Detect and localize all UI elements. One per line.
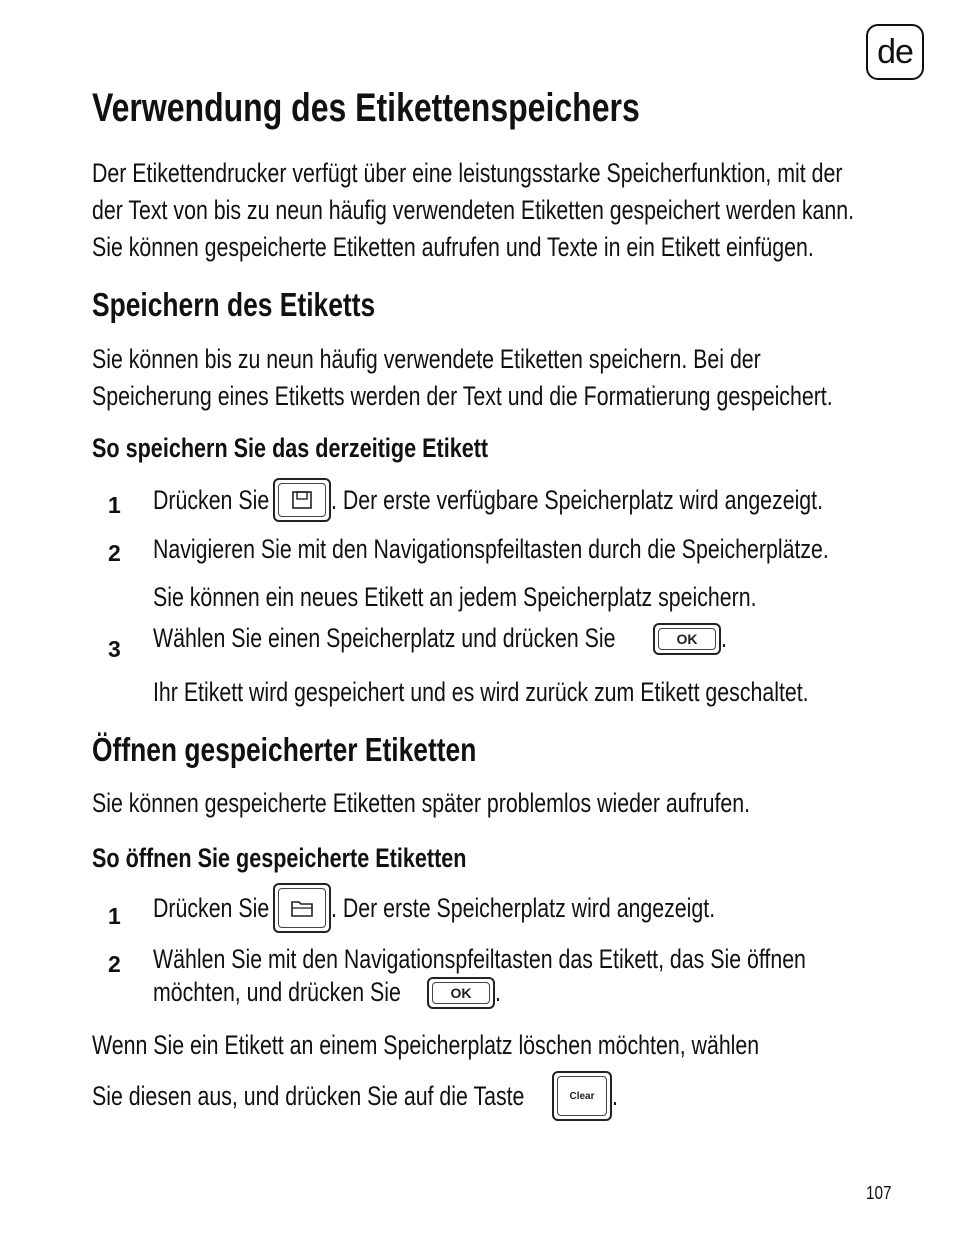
clear-key-icon: Clear [552, 1071, 612, 1121]
intro-line-3: Sie können gespeicherte Etiketten aufrufen und Texte in ein Etikett einfügen. [92, 232, 814, 262]
save-subheading: So speichern Sie das derzeitige Etikett [92, 433, 489, 463]
save-step-2: Navigieren Sie mit den Navigationspfeiltasten durch die Speicherplätze. [153, 534, 829, 564]
ok-key-icon: OK [653, 623, 721, 655]
page-title: Verwendung des Etikettenspeichers [92, 86, 640, 130]
step-number: 2 [108, 951, 121, 977]
open-step-2-line-2: möchten, und drücken Sie OK . [153, 977, 501, 1008]
open-step-1: Drücken Sie . Der erste Speicherplatz wird angezeigt. [153, 883, 817, 933]
save-step-1: Drücken Sie . Der erste verfügbare Speicherplatz wird angezeigt. [153, 478, 954, 522]
open-subheading: So öffnen Sie gespeicherte Etiketten [92, 843, 467, 873]
open-body: Sie können gespeicherte Etiketten später problemlos wieder aufrufen. [92, 788, 751, 818]
delete-line-1: Wenn Sie ein Etikett an einem Speicherplatz löschen möchten, wählen [92, 1030, 760, 1060]
open-step-2-line-1: Wählen Sie mit den Navigationspfeiltasten das Etikett, das Sie öffnen [153, 944, 806, 974]
save-section-heading: Speichern des Etiketts [92, 286, 376, 323]
intro-line-2: der Text von bis zu neun häufig verwendeten Etiketten gespeichert werden kann. [92, 195, 855, 225]
step-number: 1 [108, 903, 121, 929]
save-body-line-2: Speicherung eines Etiketts werden der Text und die Formatierung gespeichert. [92, 381, 833, 411]
intro-line-1: Der Etikettendrucker verfügt über eine leistungsstarke Speicherfunktion, mit der [92, 158, 843, 188]
save-step-2-note: Sie können ein neues Etikett an jedem Speicherplatz speichern. [153, 582, 757, 612]
open-section-heading: Öffnen gespeicherter Etiketten [92, 731, 477, 768]
save-key-icon [273, 478, 331, 522]
step-number: 2 [108, 540, 121, 566]
open-folder-key-icon [273, 883, 331, 933]
delete-line-2: Sie diesen aus, und drücken Sie auf die Taste Clear . [92, 1071, 620, 1121]
step-number: 1 [108, 492, 121, 518]
save-step-3-note: Ihr Etikett wird gespeichert und es wird zurück zum Etikett geschaltet. [153, 677, 809, 707]
ok-key-icon: OK [427, 977, 495, 1009]
page-number: 107 [866, 1183, 892, 1203]
step-number: 3 [108, 636, 121, 662]
language-badge: de [866, 24, 924, 80]
save-step-3: Wählen Sie einen Speicherplatz und drücken Sie OK . [153, 623, 727, 654]
save-body-line-1: Sie können bis zu neun häufig verwendete Etiketten speichern. Bei der [92, 344, 761, 374]
